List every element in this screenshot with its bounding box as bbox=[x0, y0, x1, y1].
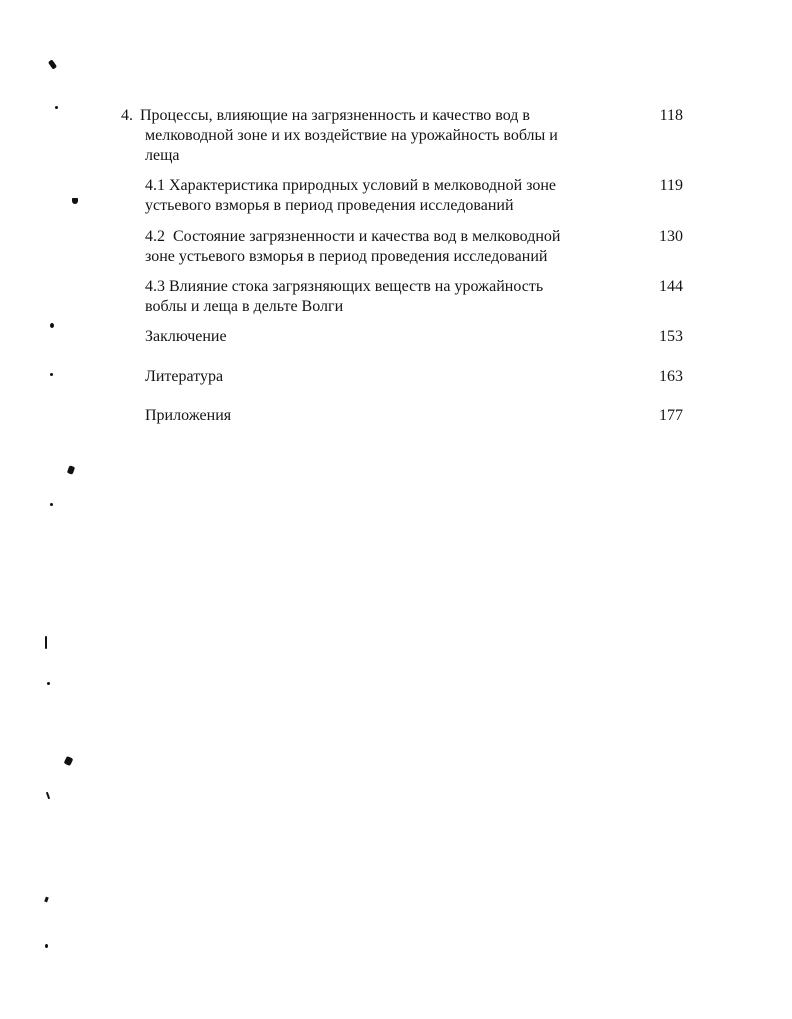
toc-entry-text: 4.3 Влияние стока загрязняющих веществ на урожайность bbox=[145, 278, 544, 295]
scan-speck bbox=[50, 503, 53, 506]
scan-speck bbox=[47, 682, 50, 685]
toc-page-number: 153 bbox=[659, 328, 683, 345]
scan-speck bbox=[64, 756, 74, 766]
toc-entry-text: леща bbox=[145, 147, 180, 164]
toc-entry-literature bbox=[145, 367, 683, 387]
toc-page-number: 119 bbox=[659, 177, 683, 194]
scan-speck bbox=[44, 897, 49, 903]
scan-speck bbox=[46, 792, 50, 799]
toc-entry-text: устьевого взморья в период проведения исследований bbox=[145, 197, 514, 214]
toc-entry-text: 4.1 Характеристика природных условий в мелководной зоне bbox=[145, 177, 557, 194]
toc-entry-section-4-2 bbox=[145, 227, 683, 267]
toc-page-number: 144 bbox=[659, 278, 683, 295]
toc-entry-text: воблы и леща в дельте Волги bbox=[145, 298, 344, 315]
scan-speck bbox=[45, 636, 47, 649]
scan-speck bbox=[72, 198, 78, 204]
toc-entry-text: мелководной зоне и их воздействие на урожайность воблы и bbox=[145, 127, 558, 144]
scan-speck bbox=[55, 106, 58, 109]
toc-page-number: 163 bbox=[659, 368, 683, 385]
toc-entry-text: Приложения bbox=[145, 407, 232, 424]
toc-page-number: 118 bbox=[659, 107, 683, 124]
scan-speck bbox=[48, 59, 57, 69]
toc-chapter-number: 4. bbox=[121, 107, 133, 124]
toc-entry-text: 4.2 Состояние загрязненности и качества вод в мелководной bbox=[145, 228, 561, 245]
toc-entry-conclusion bbox=[145, 327, 683, 347]
toc-entry-appendices bbox=[145, 406, 683, 426]
toc-entry-section-4-3 bbox=[145, 277, 683, 317]
toc-entry-text: Процессы, влияющие на загрязненность и качество вод в bbox=[140, 107, 530, 124]
toc-entry-text: зоне устьевого взморья в период проведения исследований bbox=[145, 248, 548, 265]
scan-speck bbox=[50, 373, 53, 376]
toc-entry-section-4-1 bbox=[145, 176, 683, 216]
toc-entry-chapter-4 bbox=[121, 106, 683, 166]
scan-speck bbox=[67, 465, 75, 475]
toc-entry-text: Литература bbox=[145, 368, 224, 385]
scan-speck bbox=[50, 323, 54, 328]
toc-page-number: 177 bbox=[659, 407, 683, 424]
toc-entry-text: Заключение bbox=[145, 328, 227, 345]
scan-speck bbox=[45, 944, 48, 948]
toc-page-number: 130 bbox=[659, 228, 683, 245]
